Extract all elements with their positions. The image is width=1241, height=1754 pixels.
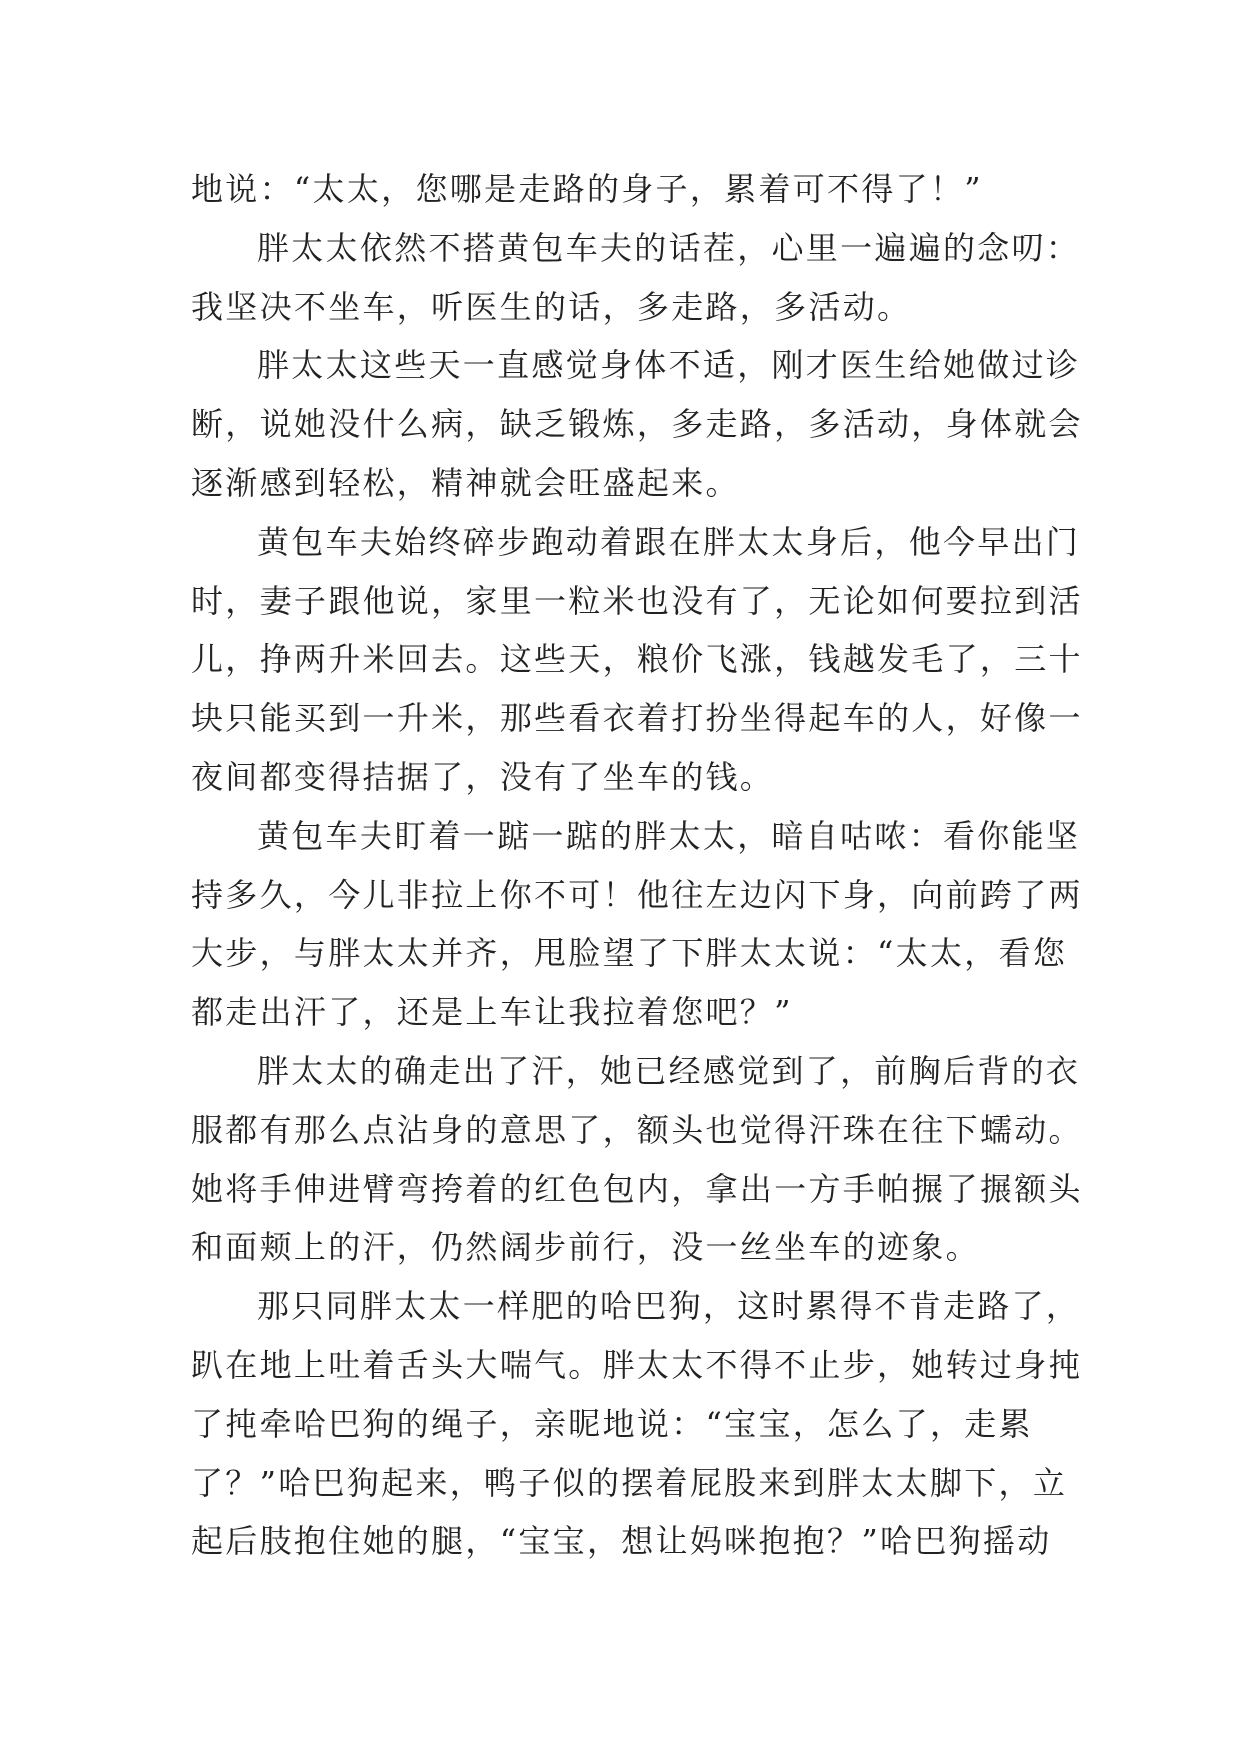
text-line: 夜间都变得拮据了，没有了坐车的钱。 [191, 757, 775, 796]
text-line: 胖太太的确走出了汗，她已经感觉到了，前胸后背的衣 [257, 1051, 1081, 1090]
text-line: 起后肢抱住她的腿，“宝宝，想让妈咪抱抱？”哈巴狗摇动 [191, 1522, 1052, 1561]
text-line: 断，说她没什么病，缺乏锻炼，多走路，多活动，身体就会 [191, 405, 1083, 444]
text-line: 黄包车夫始终碎步跑动着跟在胖太太身后，他今早出门 [257, 522, 1081, 561]
text-line: 黄包车夫盯着一踮一踮的胖太太，暗自咕哝：看你能坚 [257, 816, 1081, 855]
text-line: 胖太太依然不搭黄包车夫的话茬，心里一遍遍的念叨： [257, 228, 1081, 267]
text-line: 大步，与胖太太并齐，甩脸望了下胖太太说：“太太，看您 [191, 934, 1068, 973]
text-line: 持多久，今儿非拉上你不可！他往左边闪下身，向前跨了两 [191, 875, 1083, 914]
text-line: 那只同胖太太一样肥的哈巴狗，这时累得不肯走路了， [257, 1287, 1081, 1326]
text-line: 我坚决不坐车，听医生的话，多走路，多活动。 [191, 287, 912, 326]
text-line: 和面颊上的汗，仍然阔步前行，没一丝坐车的迹象。 [191, 1228, 980, 1267]
body-text [191, 160, 1083, 1571]
text-line: 了扽牵哈巴狗的绳子，亲昵地说：“宝宝，怎么了，走累 [191, 1404, 1033, 1443]
text-line: 地说：“太太，您哪是走路的身子，累着可不得了！” [191, 170, 983, 208]
text-line: 胖太太这些天一直感觉身体不适，刚才医生给她做过诊 [257, 346, 1081, 385]
text-line: 儿，挣两升米回去。这些天，粮价飞涨，钱越发毛了，三十 [191, 640, 1083, 679]
text-line: 块只能买到一升米，那些看衣着打扮坐得起车的人，好像一 [191, 699, 1083, 738]
text-line: 都走出汗了，还是上车让我拉着您吧？” [191, 993, 793, 1032]
text-line: 了？”哈巴狗起来，鸭子似的摆着屁股来到胖太太脚下，立 [191, 1463, 1068, 1502]
text-line: 趴在地上吐着舌头大喘气。胖太太不得不止步，她转过身扽 [191, 1345, 1083, 1384]
text-line: 服都有那么点沾身的意思了，额头也觉得汗珠在往下蠕动。 [191, 1110, 1083, 1149]
text-line: 时，妻子跟他说，家里一粒米也没有了，无论如何要拉到活 [191, 581, 1083, 620]
text-line: 逐渐感到轻松，精神就会旺盛起来。 [191, 463, 740, 502]
text-line: 她将手伸进臂弯挎着的红色包内，拿出一方手帕搌了搌额头 [191, 1169, 1083, 1208]
